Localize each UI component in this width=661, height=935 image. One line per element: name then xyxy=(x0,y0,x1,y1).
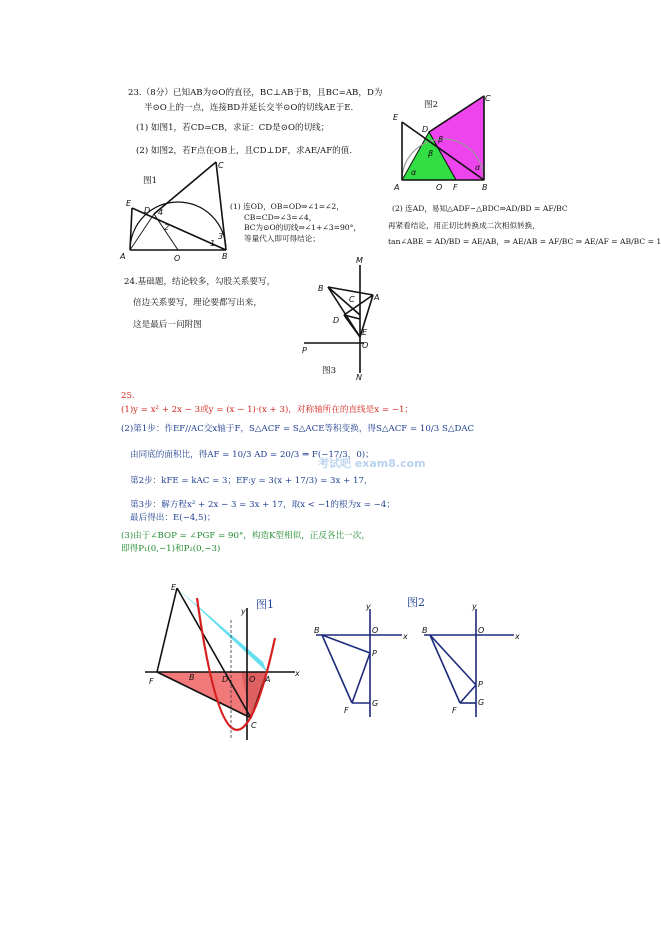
q23-solution1-d: 等量代入即可得结论； xyxy=(244,234,320,243)
q25-fig2-label-g: G xyxy=(372,699,379,708)
q24-label-n: N xyxy=(356,373,362,382)
q25-fig3-label-x: x xyxy=(515,632,520,641)
q23-solution1-c: BC为⊙O的切线⇒∠1+∠3=90°， xyxy=(244,223,362,232)
q25-fig1-label-d: D xyxy=(222,675,229,684)
q23-figure1 xyxy=(118,158,228,268)
q23-fig1-label-d: D xyxy=(144,206,151,215)
q24-fig3-title: 图3 xyxy=(322,366,337,376)
q23-solution2-c: tan∠ABE = AD/BD = AE/AB，⇒ AE/AB = AF/BC ⇒ AE/AF = AB/BC = 1 xyxy=(388,237,661,246)
q23-fig2-label-d: D xyxy=(422,125,429,134)
q24-line1: 24.基础题，结论较多，勾股关系要写， xyxy=(124,277,276,287)
q24-label-a: A xyxy=(374,293,380,302)
q25-fig1-label-y: y xyxy=(241,607,246,616)
q24-line2: 倍边关系要写，理论要都写出来， xyxy=(133,298,262,308)
q25-step3-b: 即得P₁(0,−1)和P₂(0,−3) xyxy=(121,544,221,554)
q25-step2-a: (2)第1步：作EF//AC交x轴于F，S△ACF = S△ACE等积变换，得S△ACF = 10/3 S△DAC xyxy=(121,424,475,434)
q25-fig2-label-o: O xyxy=(372,626,379,635)
q23-figure2 xyxy=(392,92,502,197)
q23-solution1-a: (1) 连OD，OB=OD⇒∠1=∠2， xyxy=(230,202,344,211)
q23-solution1-b: CB=CD⇒∠3=∠4， xyxy=(244,213,317,222)
q25-fig1-label-f: F xyxy=(149,677,154,686)
q25-fig3-label-y: y xyxy=(472,602,477,611)
q23-fig1-label-b: B xyxy=(222,252,228,261)
q25-step3-a: (3)由于∠BOP = ∠PGF = 90°，构造K型相似，正反各比一次， xyxy=(121,531,370,541)
watermark: 考试吧 exam8.com xyxy=(318,457,426,470)
q23-fig2-label-alpha2: α xyxy=(475,163,481,172)
q23-fig2-label-beta2: β xyxy=(438,135,444,144)
q25-fig3-label-o: O xyxy=(478,626,485,635)
q23-fig1-label-e: E xyxy=(126,199,132,208)
q23-line1: 23.（8分）已知AB为⊙O的直径，BC⊥AB于B，且BC=AB，D为 xyxy=(128,88,383,98)
q24-label-b: B xyxy=(318,284,324,293)
q25-fig3-label-b: B xyxy=(422,626,428,635)
q25-figure1 xyxy=(145,580,305,745)
q25-fig2-label-b: B xyxy=(314,626,320,635)
q24-line3: 这是最后一问附图 xyxy=(133,320,202,330)
q25-figure3 xyxy=(420,602,520,720)
q25-fig3-label-g: G xyxy=(478,698,485,707)
q23-fig1-label-4: 4 xyxy=(158,208,164,217)
q25-fig3-label-f: F xyxy=(452,706,457,715)
q25-number: 25. xyxy=(121,391,135,401)
q24-label-p: P xyxy=(302,346,307,355)
q25-fig2-label-y: y xyxy=(366,602,371,611)
q23-fig2-label-o: O xyxy=(436,183,443,192)
q24-figure3 xyxy=(298,255,393,380)
q23-fig1-label-2: 2 xyxy=(164,223,170,232)
q23-fig2-label-a: A xyxy=(394,183,400,192)
q23-fig2-label-f: F xyxy=(453,183,458,192)
q23-fig2-label-e: E xyxy=(393,113,399,122)
q25-fig2-label-f: F xyxy=(344,706,349,715)
q23-fig1-label-o: O xyxy=(174,254,181,263)
q25-step1: (1)y = x² + 2x − 3或y = (x − 1)·(x + 3)，对称轴所在的直线是x = −1； xyxy=(121,405,414,415)
q23-fig1-label-3: 3 xyxy=(218,232,224,241)
q25-fig1-label-a: A xyxy=(265,675,271,684)
q25-step2-d: 第3步：解方程x² + 2x − 3 = 3x + 17，取x < −1的根为x = −4； xyxy=(130,500,395,510)
q25-fig1-label-e: E xyxy=(171,583,177,592)
q25-fig2-label-x: x xyxy=(403,632,408,641)
q25-fig2-label-p: P xyxy=(372,649,377,658)
q25-fig1-label-b: B xyxy=(189,673,195,682)
q23-fig2-label-alpha1: α xyxy=(411,168,417,177)
q23-solution2-a: (2) 连AD，易知△ADF∽△BDC⇒AD/BD = AF/BC xyxy=(392,204,568,213)
q23-part1: (1) 如图1，若CD=CB，求证：CD是⊙O的切线； xyxy=(136,123,330,133)
q23-fig1-label-1: 1 xyxy=(210,239,216,248)
q23-solution2-b: 再紧看结论，用正切比转换成二次相似转换， xyxy=(388,221,540,230)
q23-fig2-label-b: B xyxy=(482,183,488,192)
q25-fig2-title: 图2 xyxy=(407,596,425,609)
q25-fig3-label-p: P xyxy=(478,680,483,689)
q23-line2: 半⊙O上的一点，连接BD并延长交半⊙O的切线AE于E. xyxy=(144,103,354,113)
q23-fig1-label-a: A xyxy=(120,252,126,261)
q25-fig1-label-o: O xyxy=(249,675,256,684)
q25-fig1-title: 图1 xyxy=(256,598,274,611)
q25-step2-b: 由同底的面积比，得AF = 10/3 AD = 20/3 ⇒ F(−17/3，0)； xyxy=(130,450,374,460)
q24-label-c: C xyxy=(349,295,355,304)
q23-fig1-title: 图1 xyxy=(143,176,158,186)
q23-fig1-label-c: C xyxy=(218,161,224,170)
q24-label-m: M xyxy=(356,256,363,265)
q25-fig1-label-c: C xyxy=(251,721,257,730)
q24-label-o: O xyxy=(362,341,369,350)
q25-fig1-label-x: x xyxy=(295,669,300,678)
q23-fig2-label-c: C xyxy=(485,94,491,103)
q23-fig2-label-beta1: β xyxy=(428,149,434,158)
q23-fig2-title: 图2 xyxy=(424,100,439,110)
q25-step2-e: 最后得出：E(−4,5)； xyxy=(130,513,216,523)
q25-figure2 xyxy=(312,602,408,720)
q23-part2: (2) 如图2，若F点在OB上，且CD⊥DF，求AE/AF的值. xyxy=(136,146,353,156)
q24-label-d: D xyxy=(333,316,340,325)
q25-step2-c: 第2步：kFE = kAC = 3；EF:y = 3(x + 17/3) = 3x + 17， xyxy=(130,476,373,486)
q24-label-e: E xyxy=(362,328,368,337)
